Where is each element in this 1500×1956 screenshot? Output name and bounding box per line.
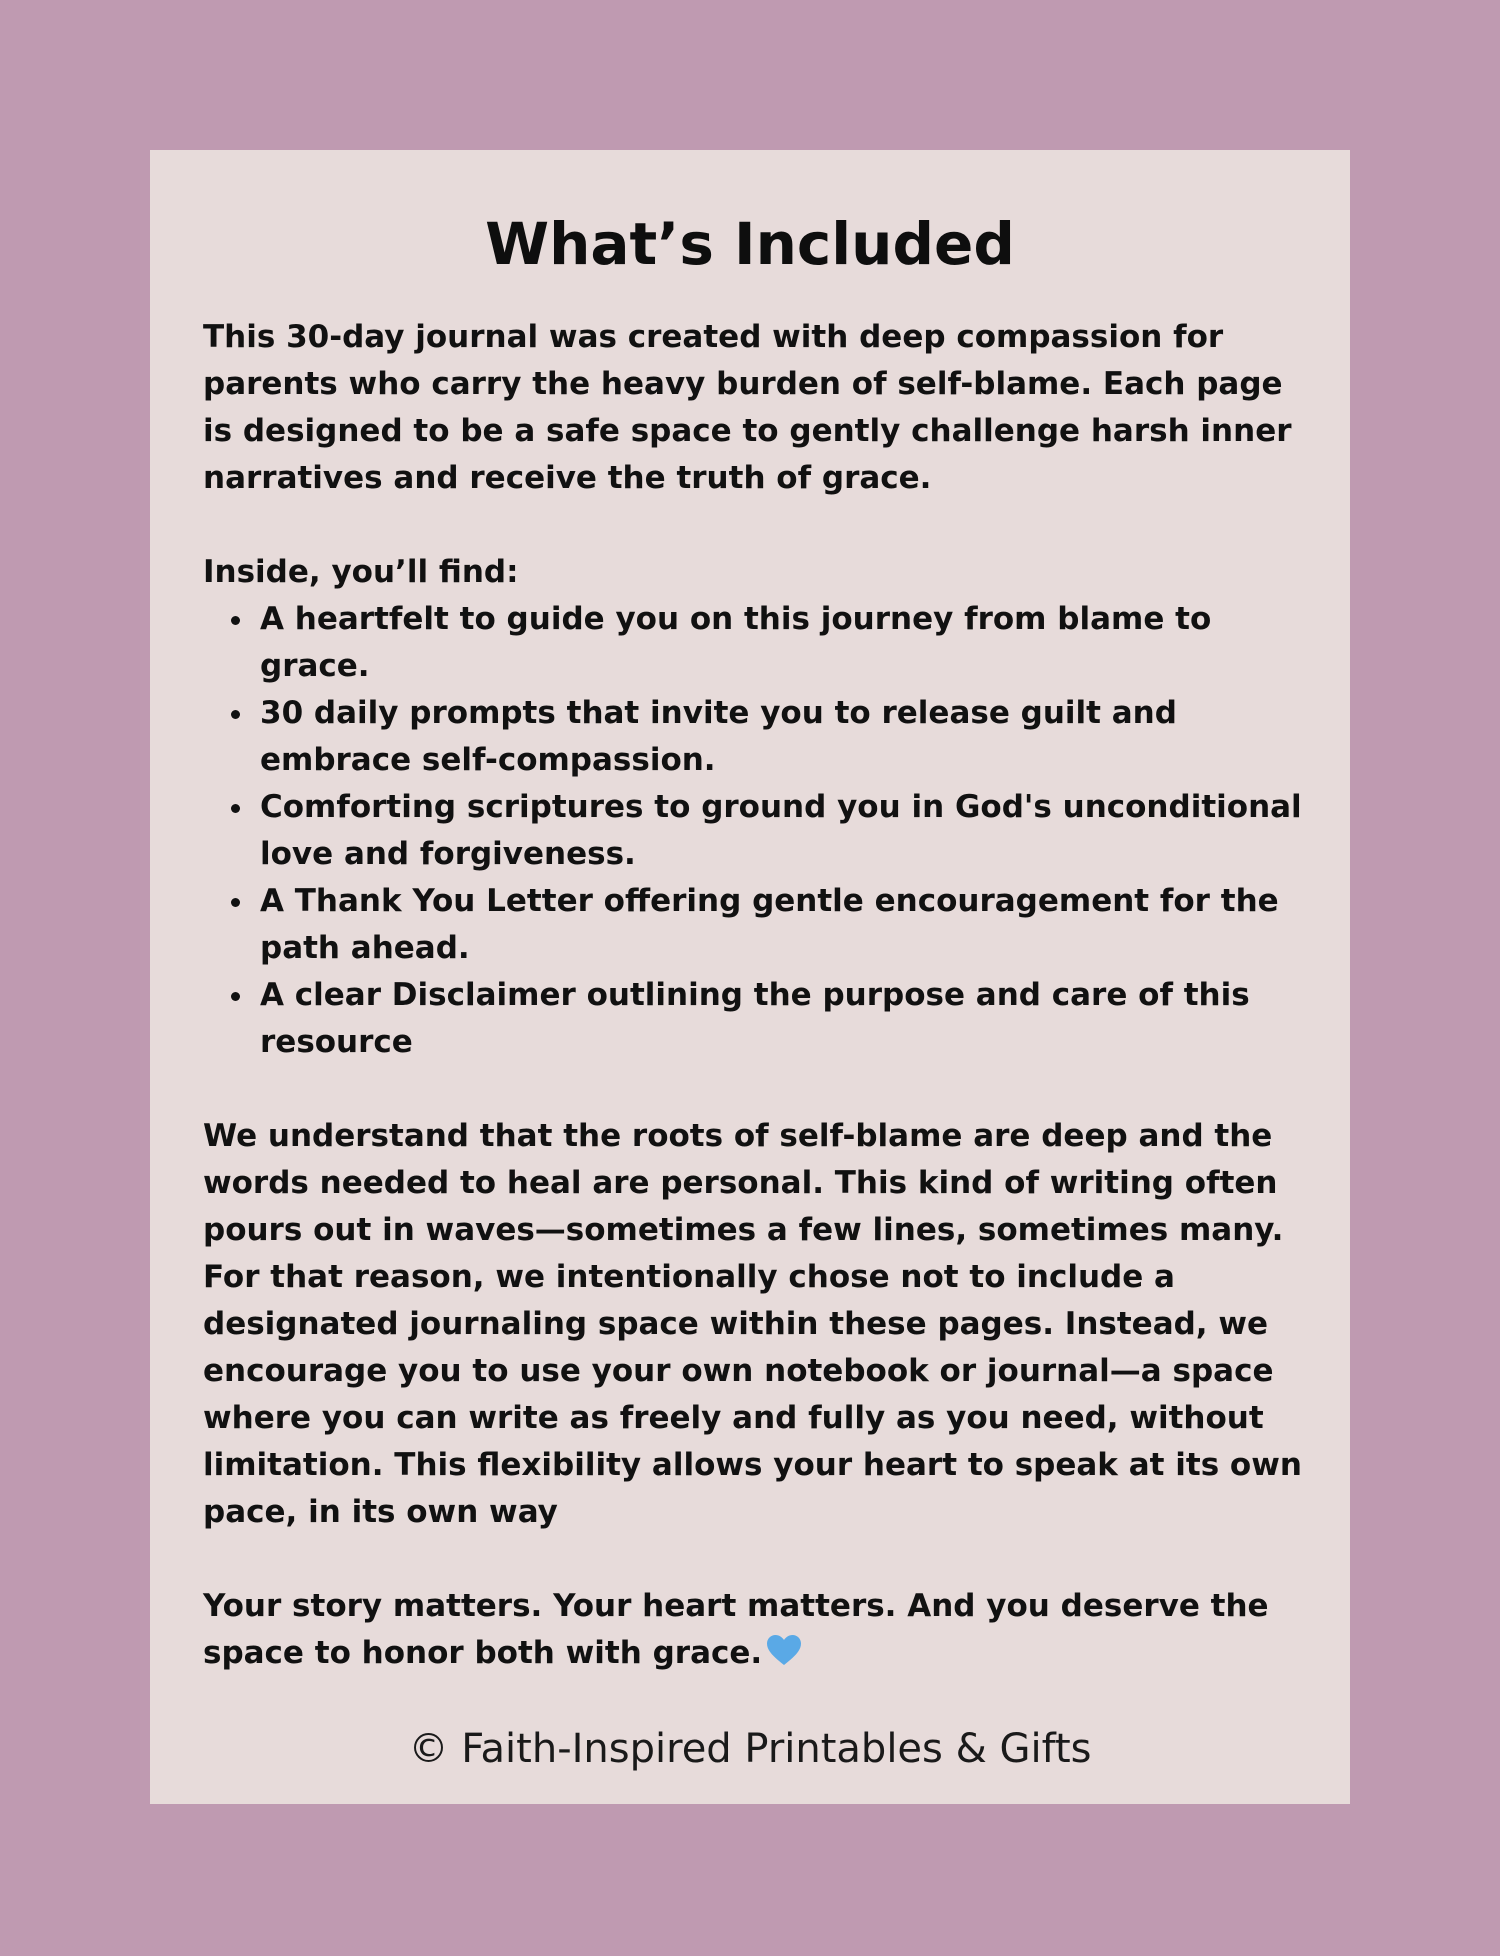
closing-text: Your story matters. Your heart matters. And you deserve the space to honor both with grace. (203, 1588, 1269, 1671)
blue-heart-icon (766, 1633, 802, 1680)
content-body (203, 314, 1318, 1680)
included-list (203, 596, 1318, 1066)
list-item: A heartfelt to guide you on this journey from blame to grace. (260, 596, 1318, 690)
closing-paragraph (203, 1583, 1318, 1680)
list-item: A clear Disclaimer outlining the purpose and care of this resource (260, 972, 1318, 1066)
content-card (150, 150, 1350, 1804)
intro-paragraph: This 30-day journal was created with deep compassion for parents who carry the heavy burden of self-blame. Each page is designed to be a safe space to gently challenge harsh inner narratives and receive the truth of grace. (203, 319, 1292, 496)
body-paragraph: We understand that the roots of self-blame are deep and the words needed to heal are personal. This kind of writing often pours out in waves—sometimes a few lines, sometimes many. For that reason, we intentionally chose not to include a designated journaling space within these pages. Instead, we encourage you to use your own notebook or journal—a space where you can write as freely and fully as you need, without limitation. This flexibility allows your heart to speak at its own pace, in its own way (203, 1118, 1302, 1530)
spacer (203, 502, 1318, 549)
inside-label: Inside, you’ll find: (203, 554, 519, 590)
footer-copyright: © Faith-Inspired Printables & Gifts (408, 1726, 1092, 1772)
spacer (203, 1536, 1318, 1583)
list-item: A Thank You Letter offering gentle encouragement for the path ahead. (260, 878, 1318, 972)
spacer (203, 1066, 1318, 1113)
list-item: 30 daily prompts that invite you to release guilt and embrace self-compassion. (260, 690, 1318, 784)
list-item: Comforting scriptures to ground you in God's unconditional love and forgiveness. (260, 784, 1318, 878)
page-title: What’s Included (485, 210, 1015, 278)
